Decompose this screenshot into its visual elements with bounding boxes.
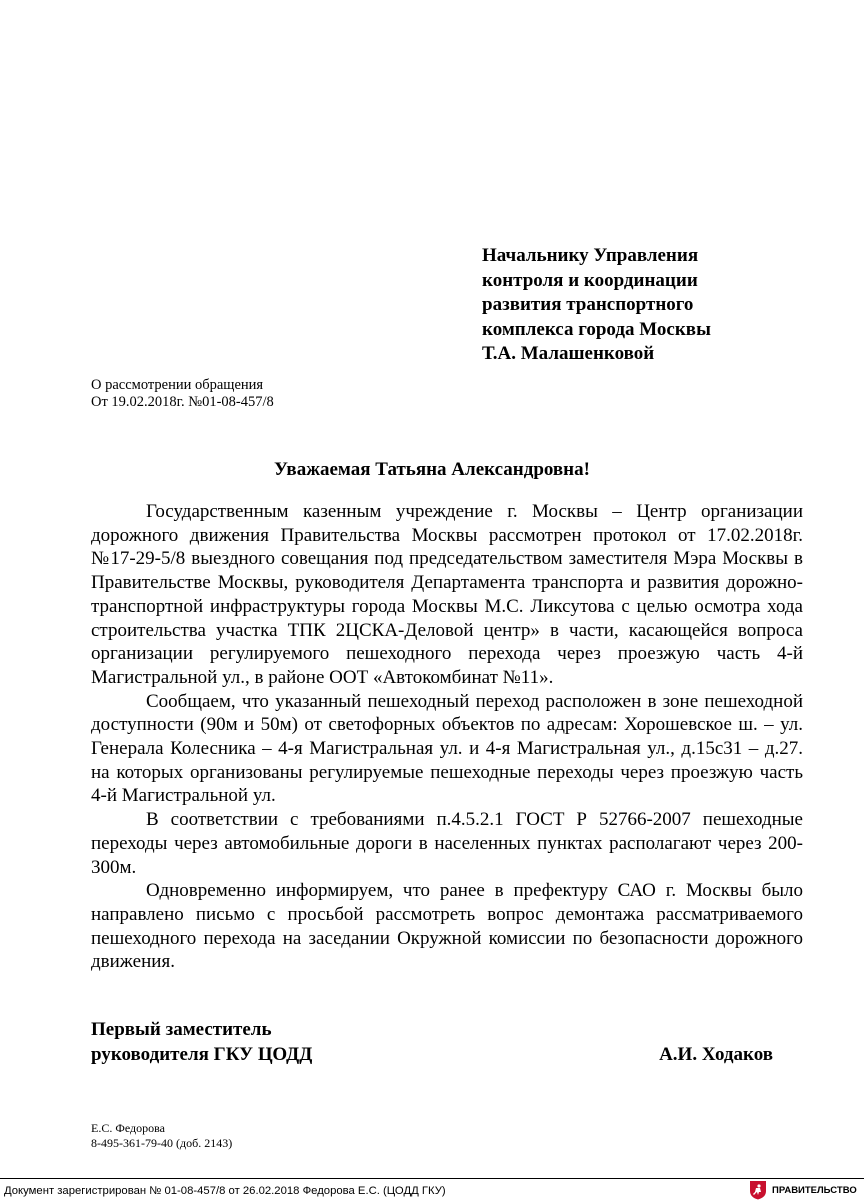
moscow-coat-of-arms-icon	[748, 1180, 768, 1200]
addressee-line: Начальнику Управления	[482, 245, 699, 266]
signer-position-line2: руководителя ГКУ ЦОДД	[91, 1044, 313, 1065]
executor-block	[91, 1121, 232, 1151]
addressee-line: контроля и координации	[482, 269, 698, 291]
letter-body	[91, 500, 803, 974]
signer-position-line1: Первый заместитель	[91, 1019, 272, 1040]
addressee-block	[482, 244, 842, 367]
addressee-line: развития транспортного	[482, 294, 694, 315]
body-paragraph: В соответствии с требованиями п.4.5.2.1 ГОСТ Р 52766-2007 пешеходные переходы через автомобильные дороги в населенных пунктах располагают через 200-300м.	[91, 809, 803, 878]
addressee-line: Т.А. Малашенковой	[482, 343, 655, 364]
government-label: ПРАВИТЕЛЬСТВО	[772, 1185, 857, 1196]
body-paragraph: Государственным казенным учреждение г. Москвы – Центр организации дорожного движения Правительства Москвы рассмотрен протокол от 17.02.2018г. №17-29-5/8 выездного совещания под председательством заместителя Мэра Москвы в Правительстве Москвы, руководителя Департамента транспорта и развития дорожно-транспортной инфраструктуры города Москвы М.С. Ликсутова с целью осмотра хода строительства участка ТПК 2ЦСКА-Деловой центр» в части, касающейся вопроса организации регулируемого пешеходного перехода через проезжую часть 4-й Магистральной ул., в районе ООТ «Автокомбинат №11».	[91, 501, 803, 688]
addressee-line: комплекса города Москвы	[482, 318, 711, 340]
signer-name: А.И. Ходаков	[659, 1044, 773, 1065]
reference-subject: О рассмотрении обращения	[91, 377, 264, 393]
registration-stamp: Документ зарегистрирован № 01-08-457/8 от 26.02.2018 Федорова Е.С. (ЦОДД ГКУ)	[4, 1185, 446, 1197]
footer-divider	[0, 1178, 864, 1179]
reference-block	[91, 377, 274, 411]
greeting: Уважаемая Татьяна Александровна!	[274, 459, 590, 480]
reference-number: От 19.02.2018г. №01-08-457/8	[91, 394, 274, 410]
body-paragraph: Сообщаем, что указанный пешеходный переход расположен в зоне пешеходной доступности (90м и 50м) от светофорных объектов по адресам: Хорошевское ш. – ул. Генерала Колесника – 4-я Магистральная ул. и 4-я Магистральная ул., д.15с31 – д.27. на которых организованы регулируемые пешеходные переходы через проезжую часть 4-й Магистральной ул.	[91, 690, 803, 807]
body-paragraph: Одновременно информируем, что ранее в префектуру САО г. Москвы было направлено письмо с просьбой рассмотреть вопрос демонтажа рассматриваемого пешеходного перехода на заседании Окружной комиссии по безопасности дорожного движения.	[91, 880, 803, 973]
executor-name: Е.С. Федорова	[91, 1121, 165, 1135]
signature-block	[91, 1017, 803, 1067]
executor-phone: 8-495-361-79-40 (доб. 2143)	[91, 1136, 233, 1150]
